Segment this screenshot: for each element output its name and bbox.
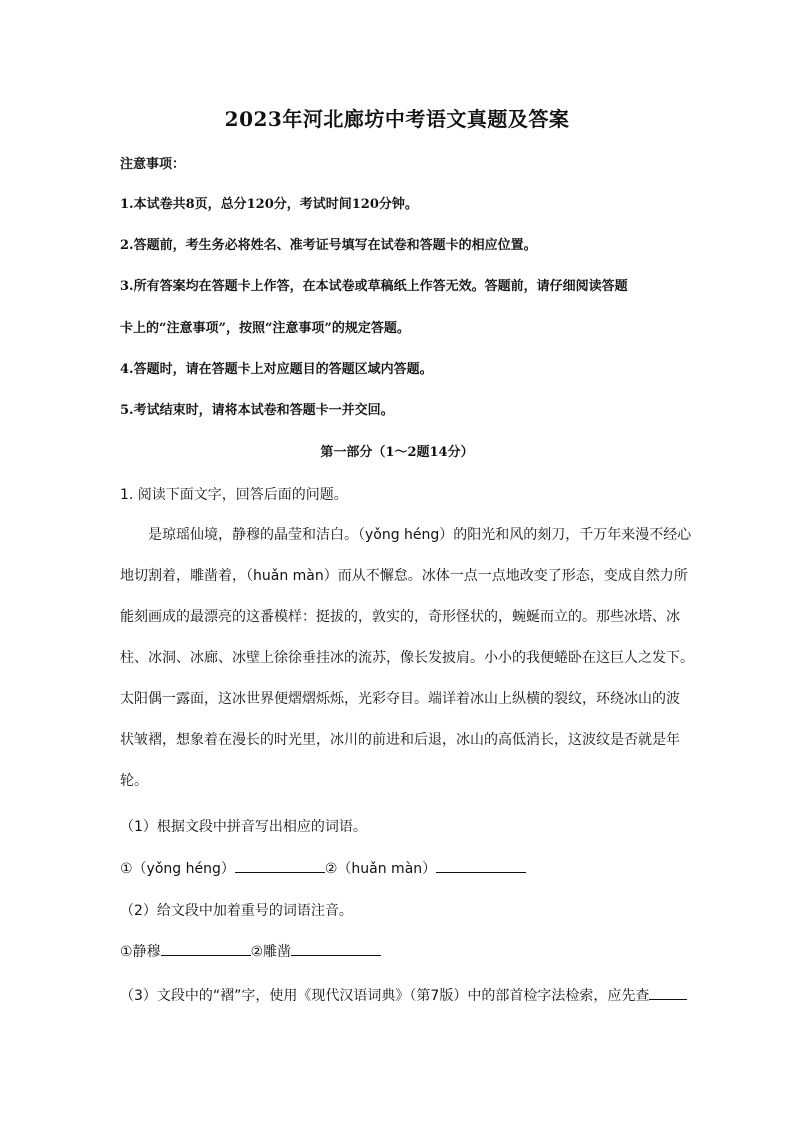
answer-label: ①（yǒng héng） [120,861,235,877]
answer-blank[interactable] [291,941,381,956]
pinyin-answer-row [120,858,676,878]
passage-line: 能刻画成的最漂亮的这番模样：挺拔的，敦实的，奇形怪状的，蜿蜒而立的。那些冰塔、冰 [120,609,680,625]
answer-blank[interactable] [649,985,687,1000]
subquestion-row [120,985,676,1005]
answer-label: ①静穆 [120,944,161,960]
page-title: 2023年河北廊坊中考语文真题及答案 [224,107,570,131]
subquestion-prompt: （1）根据文段中拼音写出相应的词语。 [120,819,367,835]
answer-blank[interactable] [436,858,526,873]
passage-line: 状皱褶，想象着在漫长的时光里，冰川的前进和后退，冰山的高低消长，这波纹是否就是年 [120,732,680,748]
answer-blank[interactable] [235,858,325,873]
passage-line: 柱、冰洞、冰廊、冰壁上徐徐垂挂冰的流苏，像长发披肩。小小的我便蜷卧在这巨人之发下。 [120,650,694,666]
notice-item: 4.答题时，请在答题卡上对应题目的答题区域内答题。 [120,362,433,377]
passage-line: 地切割着，雕凿着，（huǎn màn）而从不懈怠。冰体一点一点地改变了形态，变成自然力所 [120,568,688,584]
notice-item: 2.答题前，考生务必将姓名、准考证号填写在试卷和答题卡的相应位置。 [120,238,537,253]
answer-blank[interactable] [161,941,251,956]
answer-label: ②雕凿 [250,944,292,960]
subquestion-prompt: （3）文段中的“褶”字，使用《现代汉语词典》（第7版）中的部首检字法检索，应先查 [120,988,650,1004]
notice-item: 1.本试卷共8页，总分120分，考试时间120分钟。 [120,197,418,212]
question-prompt: 1. 阅读下面文字，回答后面的问题。 [120,487,348,503]
notice-item: 5.考试结束时，请将本试卷和答题卡一并交回。 [120,403,394,418]
passage-line: 太阳偶一露面，这冰世界便熠熠烁烁，光彩夺目。端详着冰山上纵横的裂纹，环绕冰山的波 [120,691,680,707]
notice-item: 3.所有答案均在答题卡上作答，在本试卷或草稿纸上作答无效。答题前，请仔细阅读答题 [120,279,628,294]
notice-item: 卡上的“注意事项”，按照“注意事项”的规定答题。 [120,321,410,336]
passage-line: 是琼瑶仙境，静穆的晶莹和洁白。（yǒng héng）的阳光和风的刻刀，千万年来漫不经心 [120,527,692,543]
notice-heading: 注意事项： [120,157,186,172]
phonetic-answer-row [120,941,676,961]
subquestion-prompt: （2）给文段中加着重号的词语注音。 [120,903,353,919]
section-heading: 第一部分（1～2题14分） [320,445,474,460]
passage-line: 轮。 [120,773,148,789]
answer-label: ②（huǎn màn） [324,861,437,877]
